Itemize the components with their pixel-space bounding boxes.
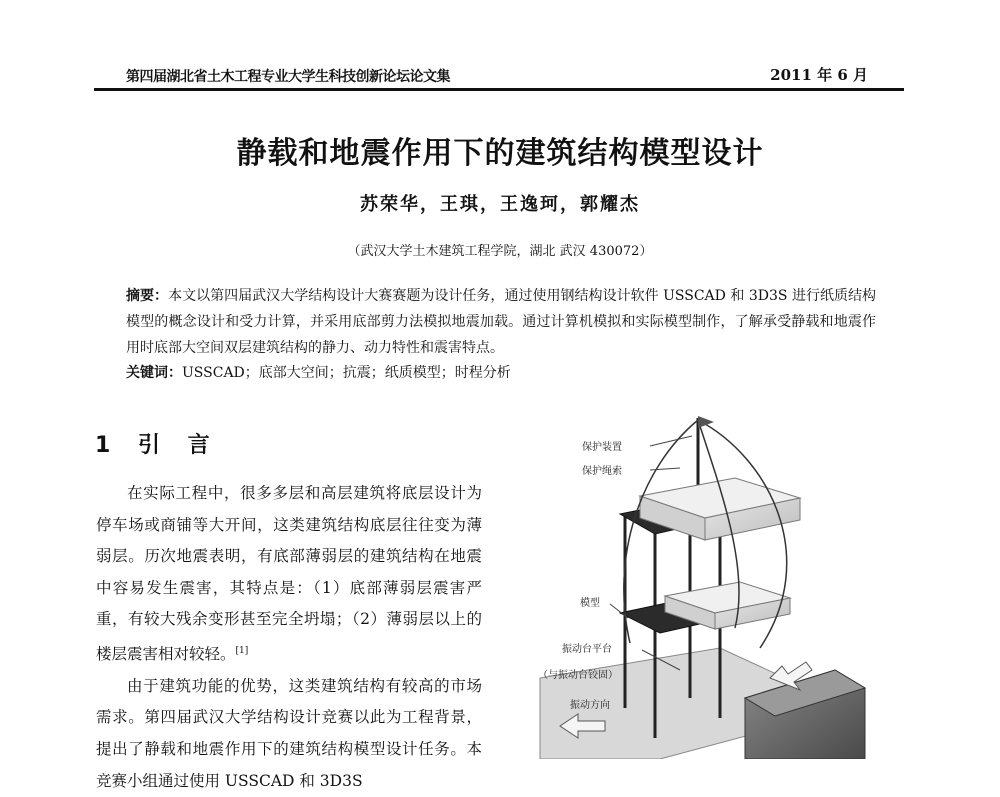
section-heading-intro: 1 引 言 [95, 433, 220, 458]
citation-ref: [1] [235, 645, 249, 656]
body-paragraph-1-text: 在实际工程中，很多多层和高层建筑将底层设计为停车场或商铺等大开间，这类建筑结构底层往往变为薄弱层。历次地震表明，有底部薄弱层的建筑结构在地震中容易发生震害，其特点是：（1）底部薄弱层震害严重，有较大残余变形甚至完全坍塌；（2）薄弱层以上的楼层震害相对较轻。 [96, 484, 482, 664]
model-figure [520, 408, 900, 759]
label-protect-device: 保护装置 [582, 442, 622, 453]
label-platform-note: （与振动台铰固） [538, 670, 618, 681]
body-text [96, 478, 482, 797]
keywords-label: 关键词： [126, 365, 182, 381]
body-paragraph-1 [96, 478, 482, 671]
protect-device-flag [698, 416, 714, 428]
abstract-text: 本文以第四届武汉大学结构设计大赛赛题为设计任务，通过使用钢结构设计软件 USSCAD 和 3D3S 进行纸质结构模型的概念设计和受力计算，并采用底部剪力法模拟地震加载。通过计算机模拟和实际模型制作，了解承受静载和地震作用时底部大空间双层建筑结构的静力、动力特性和震害特点。 [126, 288, 877, 356]
paper-authors: 苏荣华，王琪，王逸珂，郭耀杰 [360, 194, 640, 215]
keywords [126, 362, 511, 382]
label-model: 模型 [580, 598, 600, 609]
header-rule [94, 88, 904, 91]
abstract [126, 283, 876, 361]
label-platform: 振动台平台 [562, 644, 612, 655]
label-protect-rope: 保护绳索 [582, 466, 622, 477]
abstract-label: 摘要： [126, 288, 169, 304]
label-vibration-direction: 振动方向 [570, 700, 610, 711]
issue-date: 2011 年 6 月 [770, 66, 868, 84]
keywords-text: USSCAD；底部大空间；抗震；纸质模型；时程分析 [182, 365, 511, 381]
body-paragraph-2: 由于建筑功能的优势，这类建筑结构有较高的市场需求。第四届武汉大学结构设计竞赛以此为工程背景，提出了静载和地震作用下的建筑结构模型设计任务。本竞赛小组通过使用 USSCAD 和 3D3S [96, 676, 482, 790]
journal-header: 第四届湖北省土木工程专业大学生科技创新论坛论文集 [126, 69, 450, 85]
author-affiliation: （武汉大学土木建筑工程学院，湖北 武汉 430072） [347, 244, 653, 259]
paper-title: 静载和地震作用下的建筑结构模型设计 [236, 136, 764, 171]
